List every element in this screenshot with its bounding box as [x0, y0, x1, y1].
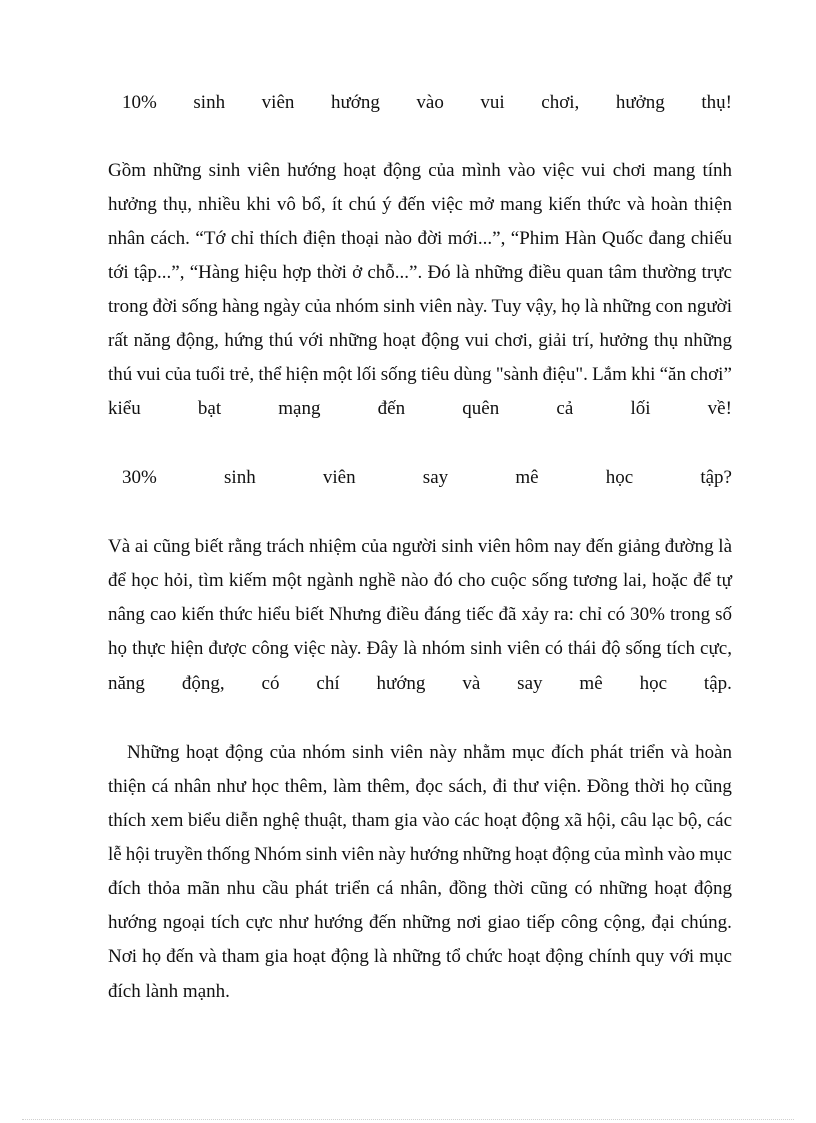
section-heading-1 [122, 86, 732, 120]
word: chí [316, 673, 340, 694]
word: học [639, 673, 667, 694]
heading-word: vui [480, 92, 505, 113]
paragraph-line: đích thỏa mãn nhu cầu phát triển cá nhân, đồng thời cũng có những hoạt động [108, 878, 732, 899]
heading-word: thụ! [701, 92, 732, 113]
heading-word: sinh [224, 467, 256, 488]
heading-word: hướng [330, 92, 380, 113]
word: bạt [197, 398, 222, 419]
paragraph-line: để học hỏi, tìm kiếm một ngành nghề nào đó cho cuộc sống tương lai, hoặc để tự [108, 570, 732, 591]
paragraph-first-line: Những hoạt động của nhóm sinh viên này nhằm mục đích phát triển và hoàn [127, 742, 733, 763]
paragraph-line: lễ hội truyền thống Nhóm sinh viên này hướng những hoạt động của mình vào mục [108, 844, 732, 865]
heading-word: học [605, 467, 634, 488]
heading-word: say [422, 467, 449, 488]
paragraph-line: hướng ngoại tích cực như hướng đến những nơi giao tiếp công cộng, đại chúng. [108, 912, 732, 933]
heading-word: 10% [122, 92, 157, 113]
paragraph-line: nâng cao kiến thức hiểu biết Nhưng điều đáng tiếc đã xảy ra: chỉ có 30% trong số [108, 604, 733, 625]
word: về! [707, 398, 732, 419]
word: lối [630, 398, 651, 419]
word: tập. [703, 673, 732, 694]
heading-word: 30% [122, 467, 157, 488]
paragraph-line: trong đời sống hàng ngày của nhóm sinh viên này. Tuy vậy, họ là những con người [108, 296, 733, 317]
paragraph-line: thú vui của tuổi trẻ, thể hiện một lối sống tiêu dùng "sành điệu". Lắm khi “ăn chơi” [108, 364, 732, 385]
word: cả [556, 398, 574, 419]
heading-word: viên [322, 467, 356, 488]
word: mạng [278, 398, 321, 419]
word: năng [108, 673, 145, 694]
paragraph-line: Gồm những sinh viên hướng hoạt động của mình vào việc vui chơi mang tính [108, 160, 733, 181]
word: quên [462, 398, 500, 419]
paragraph-line: tới tập...”, “Hàng hiệu hợp thời ở chỗ...”. Đó là những điều quan tâm thường trực [108, 262, 732, 283]
heading-word: mê [515, 467, 539, 488]
section-heading-2 [122, 461, 732, 495]
word: hướng [376, 673, 426, 694]
paragraph-line: họ thực hiện được công việc này. Đây là nhóm sinh viên có thái độ sống tích cực, [108, 638, 732, 659]
word: và [462, 673, 481, 694]
word: say [517, 673, 543, 694]
word: động, [181, 673, 225, 694]
heading-word: tập? [700, 467, 732, 488]
heading-word: sinh [193, 92, 226, 113]
paragraph-line: thiện cá nhân như học thêm, làm thêm, đọc sách, đi thư viện. Đồng thời họ cũng [108, 776, 732, 797]
word: có [261, 673, 280, 694]
paragraph-last-line: đích lành mạnh. [108, 981, 230, 1002]
word: mê [579, 673, 603, 694]
paragraph-last-line [108, 392, 732, 426]
paragraph-line: nhân cách. “Tớ chỉ thích điện thoại nào đời mới...”, “Phim Hàn Quốc đang chiếu [108, 228, 733, 249]
heading-word: chơi, [541, 92, 580, 113]
paragraph-line: hưởng thụ, nhiều khi vô bổ, ít chú ý đến việc mở mang kiến thức và hoàn thiện [108, 194, 733, 215]
heading-word: vào [416, 92, 444, 113]
paragraph-line: rất năng động, hứng thú với những hoạt động vui chơi, giải trí, hưởng thụ những [108, 330, 733, 351]
paragraph-line: thích xem biểu diễn nghệ thuật, tham gia vào các hoạt động xã hội, câu lạc bộ, các [108, 810, 733, 831]
heading-word: viên [261, 92, 295, 113]
heading-word: hưởng [615, 92, 665, 113]
page-bottom-divider [22, 1119, 794, 1120]
paragraph-line: Và ai cũng biết rằng trách nhiệm của người sinh viên hôm nay đến giảng đường là [108, 536, 733, 557]
paragraph-last-line [108, 667, 732, 701]
paragraph-line: Nơi họ đến và tham gia hoạt động là những tổ chức hoạt động chính quy với mục [108, 946, 732, 967]
word: đến [377, 398, 406, 419]
word: kiểu [108, 398, 141, 419]
